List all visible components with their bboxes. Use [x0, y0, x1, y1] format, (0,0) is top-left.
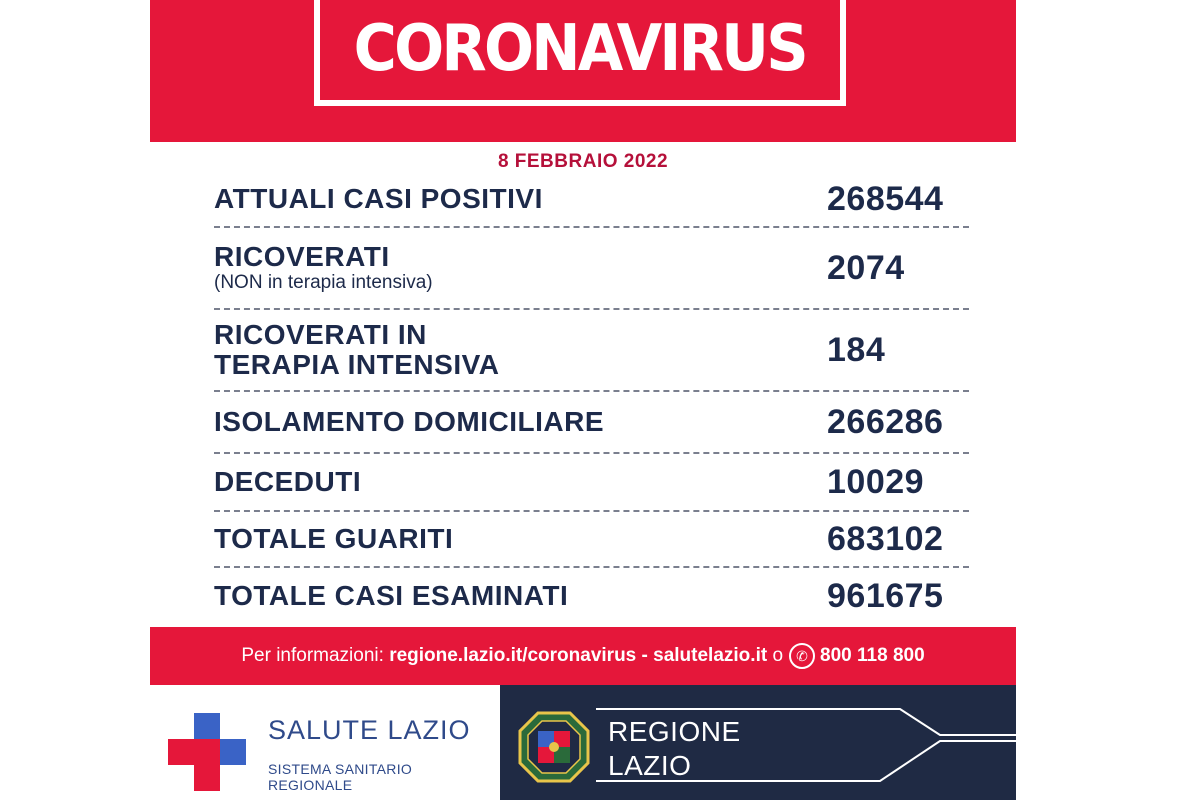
stat-value: 10029	[827, 462, 925, 501]
stat-label: DECEDUTI	[214, 466, 362, 497]
stat-row-ricoverati	[214, 228, 969, 310]
stat-label: TOTALE CASI ESAMINATI	[214, 580, 569, 611]
stat-row-deceduti	[214, 454, 969, 512]
stat-value: 266286	[827, 402, 944, 441]
report-date: 8 FEBBRAIO 2022	[497, 151, 669, 172]
stat-label: RICOVERATI	[214, 241, 390, 272]
stat-label-line2: TERAPIA INTENSIVA	[214, 349, 500, 380]
cross-logo-icon	[168, 713, 246, 791]
bulletin-card	[150, 0, 1016, 800]
stat-value: 961675	[827, 576, 944, 615]
header-banner	[150, 0, 1016, 142]
info-bar	[150, 627, 1016, 685]
stat-row-guariti	[214, 512, 969, 568]
phone-icon: ✆	[789, 643, 815, 669]
stat-sublabel: (NON in terapia intensiva)	[214, 272, 433, 293]
stats-table	[214, 172, 969, 624]
stat-label: TOTALE GUARITI	[214, 523, 454, 554]
stat-row-esaminati	[214, 568, 969, 624]
salute-lazio-name: SALUTE LAZIO	[268, 715, 471, 745]
info-prefix: Per informazioni:	[241, 645, 384, 666]
info-separator: -	[641, 645, 648, 666]
salute-lazio-subtitle: SISTEMA SANITARIO REGIONALE	[268, 761, 413, 793]
salutelazio-link[interactable]: salutelazio.it	[653, 645, 768, 666]
regione-line1: REGIONE	[608, 716, 741, 747]
stat-label: ATTUALI CASI POSITIVI	[214, 183, 543, 214]
stat-row-isolamento	[214, 392, 969, 454]
stat-label: ISOLAMENTO DOMICILIARE	[214, 406, 605, 437]
stat-row-positivi	[214, 172, 969, 228]
salute-lazio-logo	[150, 685, 500, 800]
page-title: CORONAVIRUS	[353, 12, 807, 86]
regione-lazio-logo	[500, 685, 1016, 800]
regione-lazio-name	[608, 715, 741, 783]
stat-label-block	[214, 320, 827, 380]
regione-link[interactable]: regione.lazio.it/coronavirus	[389, 645, 637, 666]
stat-label-block	[214, 242, 827, 294]
stat-label: RICOVERATI IN	[214, 319, 427, 350]
stat-value: 184	[827, 330, 886, 369]
phone-number[interactable]: 800 118 800	[820, 645, 925, 666]
stat-value: 683102	[827, 519, 944, 558]
info-or: o	[772, 645, 784, 666]
stat-row-terapia-intensiva	[214, 310, 969, 392]
stat-value: 2074	[827, 248, 905, 287]
regione-line2: LAZIO	[608, 750, 692, 781]
stat-value: 268544	[827, 179, 944, 218]
title-frame	[314, 0, 846, 106]
regione-emblem-icon	[518, 711, 590, 783]
